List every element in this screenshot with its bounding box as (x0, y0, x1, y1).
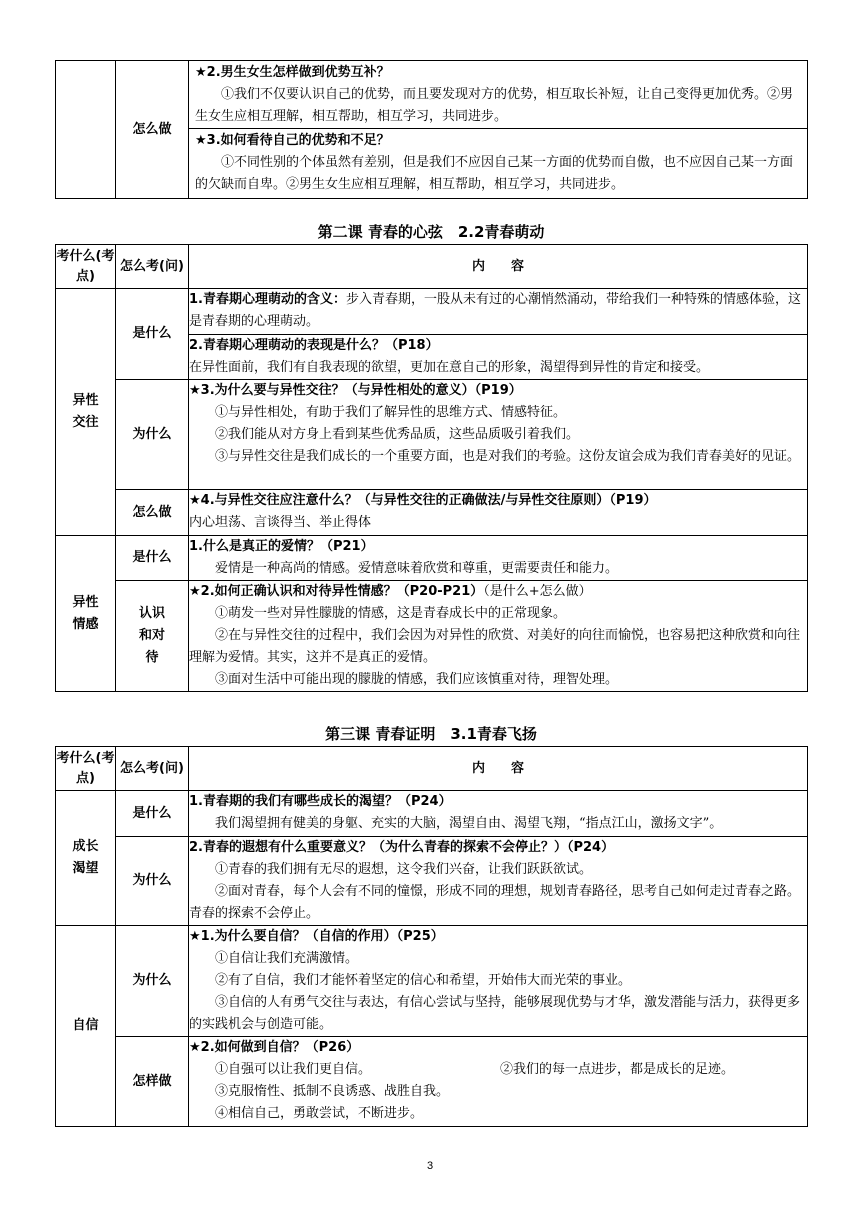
content-cell (189, 490, 808, 536)
item-line: ①自强可以让我们更自信。 (215, 1062, 372, 1077)
item-line: ③克服惰性、抵制不良诱惑、战胜自我。 (215, 1084, 450, 1099)
item-body: 步入青春期，一股从未有过的心潮悄然涌动，带给我们一种特殊的情感体验，这是青春期的心理萌动。 (189, 292, 801, 329)
question-cell: 为什么 (116, 837, 189, 926)
item-body: ①不同性别的个体虽然有差别，但是我们不应因自己某一方面的优势而自傲，也不应因自己某一方面的欠缺而自卑。②男生女生应相互理解，相互帮助，相互学习，共同进步。 (195, 155, 794, 192)
section-title: 第三课 青春证明 3.1青春飞扬 (325, 725, 537, 743)
question-cell: 怎样做 (116, 1037, 189, 1127)
question-cell: 认识和对待 (116, 581, 189, 692)
category-cell: 成长渴望 (56, 791, 116, 926)
item-body: ①我们不仅要认识自己的优势，而且要发现对方的优势，相互取长补短，让自己变得更加优秀。②男生女生应相互理解，相互帮助，相互学习，共同进步。 (195, 87, 794, 124)
content-cell (189, 335, 808, 380)
item-title: ★2.如何做到自信？（P26） (189, 1040, 360, 1055)
section3-table (55, 746, 808, 1127)
item-line: 我们渴望拥有健美的身躯、充实的大脑，渴望自由、渴望飞翔，“指点江山，激扬文字”。 (215, 816, 723, 831)
item-title: 2.青春期心理萌动的表现是什么？（P18） (189, 338, 439, 353)
question-cell: 怎么做 (116, 61, 189, 199)
header-question: 怎么考(问) (116, 747, 189, 791)
item-title: 1.青春期心理萌动的含义： (189, 292, 346, 307)
item-title: 1.青春期的我们有哪些成长的渴望？（P24） (189, 794, 452, 809)
item-line: ④相信自己，勇敢尝试，不断进步。 (215, 1106, 424, 1121)
empty-category-cell (56, 61, 116, 199)
item-title: 2.青春的遐想有什么重要意义？（为什么青春的探索不会停止？）（P24） (189, 840, 615, 855)
content-block (189, 61, 807, 129)
question-cell: 是什么 (116, 791, 189, 837)
item-title: ★2.男生女生怎样做到优势互补？ (195, 65, 390, 80)
category-cell: 自信 (56, 926, 116, 1127)
item-line: 内心坦荡、言谈得当、举止得体 (189, 515, 372, 530)
item-line: ①自信让我们充满激情。 (215, 951, 359, 966)
item-line: ②在与异性交往的过程中，我们会因为对异性的欣赏、对美好的向往而愉悦，也容易把这种欣赏和向往理解为爱情。其实，这并不是真正的爱情。 (189, 628, 801, 665)
item-title: ★3.为什么要与异性交往？（与异性相处的意义）（P19） (189, 383, 522, 398)
item-note: （是什么+怎么做） (483, 584, 592, 599)
continuation-table (55, 60, 808, 199)
item-line: ②我们能从对方身上看到某些优秀品质，这些品质吸引着我们。 (215, 427, 580, 442)
item-line: ②我们的每一点进步，都是成长的足迹。 (500, 1062, 735, 1077)
item-line: ③与异性交往是我们成长的一个重要方面，也是对我们的考验。这份友谊会成为我们青春美好的见证。 (215, 449, 801, 464)
content-cell (189, 926, 808, 1037)
header-topic: 考什么(考点) (56, 747, 116, 791)
header-content: 内 容 (189, 245, 808, 289)
item-title: ★1.为什么要自信？（自信的作用）（P25） (189, 929, 444, 944)
header-topic: 考什么(考点) (56, 245, 116, 289)
header-content: 内 容 (189, 747, 808, 791)
item-title: ★2.如何正确认识和对待异性情感？（P20-P21） (189, 584, 484, 599)
table-header-row (56, 747, 808, 791)
category-cell: 异性交往 (56, 289, 116, 536)
content-cell (189, 289, 808, 335)
item-line: 爱情是一种高尚的情感。爱情意味着欣赏和尊重，更需要责任和能力。 (215, 561, 619, 576)
content-cell (189, 380, 808, 490)
item-line: ③面对生活中可能出现的朦胧的情感，我们应该慎重对待，理智处理。 (215, 672, 619, 687)
content-cell (189, 1037, 808, 1127)
question-cell: 为什么 (116, 380, 189, 490)
section2-table (55, 244, 808, 692)
item-line: ②有了自信，我们才能怀着坚定的信心和希望，开始伟大而光荣的事业。 (215, 973, 632, 988)
content-cell (189, 581, 808, 692)
item-title: ★4.与异性交往应注意什么？（与异性交往的正确做法/与异性交往原则）（P19） (189, 493, 657, 508)
question-cell: 怎么做 (116, 490, 189, 536)
section-title: 第二课 青春的心弦 2.2青春萌动 (317, 223, 545, 241)
content-cell (189, 791, 808, 837)
content-cell (189, 837, 808, 926)
item-line: ①与异性相处，有助于我们了解异性的思维方式、情感特征。 (215, 405, 567, 420)
page-number: 3 (426, 1160, 434, 1172)
item-line: ①萌发一些对异性朦胧的情感，这是青春成长中的正常现象。 (215, 606, 567, 621)
item-line: ②面对青春，每个人会有不同的憧憬，形成不同的理想，规划青春路径，思考自己如何走过青春之路。青春的探索不会停止。 (189, 884, 801, 921)
content-cell (189, 536, 808, 581)
table-header-row (56, 245, 808, 289)
question-cell: 为什么 (116, 926, 189, 1037)
header-question: 怎么考(问) (116, 245, 189, 289)
category-cell: 异性情感 (56, 536, 116, 692)
question-cell: 是什么 (116, 536, 189, 581)
question-cell: 是什么 (116, 289, 189, 380)
item-line: 在异性面前，我们有自我表现的欲望，更加在意自己的形象，渴望得到异性的肯定和接受。 (189, 360, 710, 375)
item-line: ③自信的人有勇气交往与表达，有信心尝试与坚持，能够展现优势与才华，激发潜能与活力，获得更多的实践机会与创造可能。 (189, 995, 801, 1032)
content-block (189, 129, 807, 198)
item-title: ★3.如何看待自己的优势和不足？ (195, 133, 390, 148)
item-line: ①青春的我们拥有无尽的遐想，这令我们兴奋，让我们跃跃欲试。 (215, 862, 593, 877)
item-title: 1.什么是真正的爱情？（P21） (189, 539, 374, 554)
